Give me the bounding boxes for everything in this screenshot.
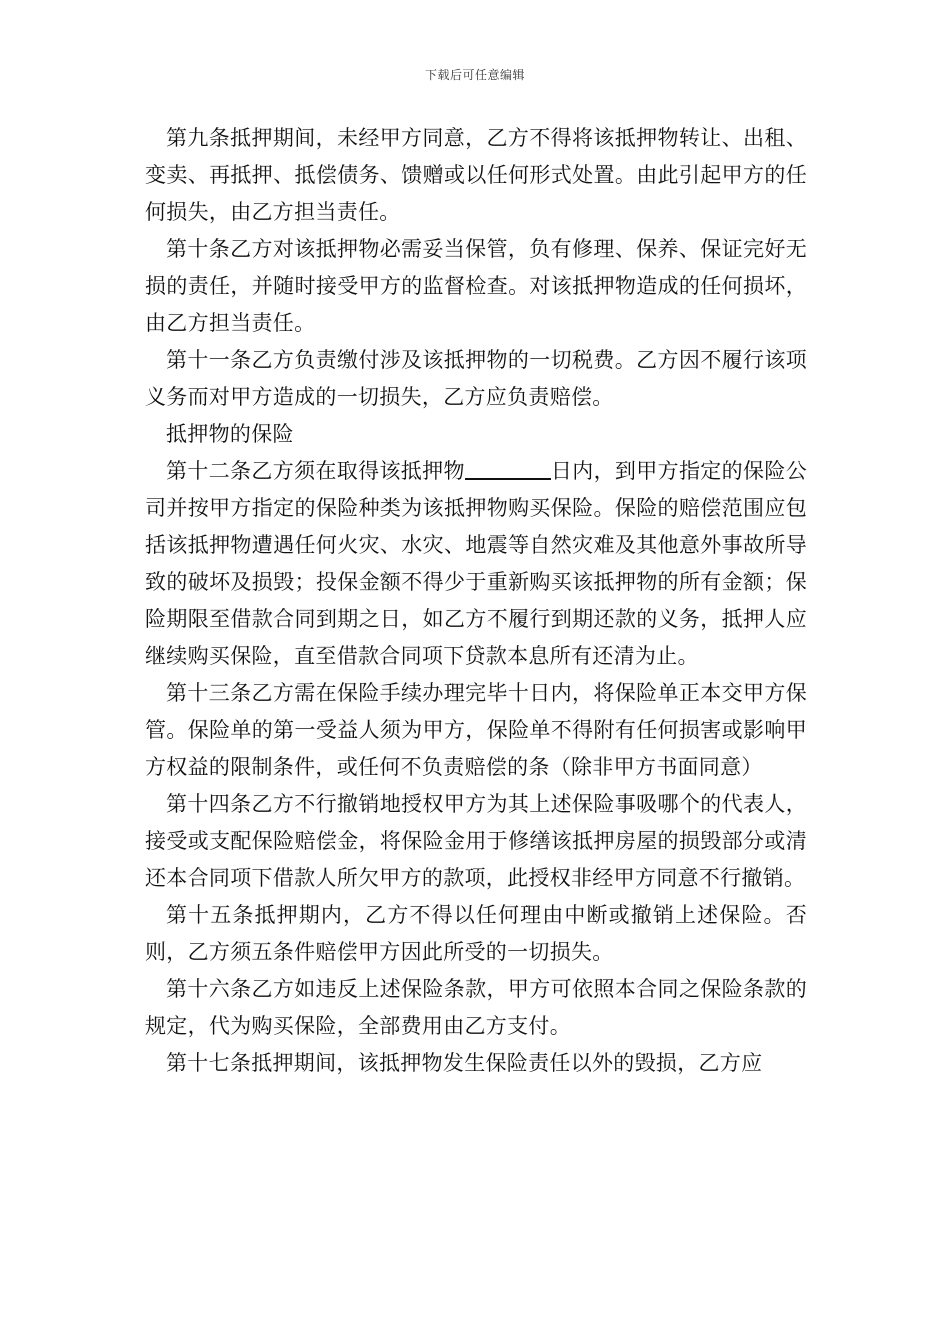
header-note: 下载后可任意编辑 [424,68,525,82]
clause-17: 第十七条抵押期间，该抵押物发生保险责任以外的毁损，乙方应 [166,1051,763,1075]
clause-16: 第十六条乙方如违反上述保险条款，甲方可依照本合同之保险条款的规定，代为购买保险，全部费用由乙方支付。 [145,977,807,1038]
clause-12 [145,453,807,675]
section-heading-insurance: 抵押物的保险 [166,422,294,446]
clause-12-part-1: 第十二条乙方须在取得该抵押物 [166,459,465,483]
clause-12-part-2: 日内，到甲方指定的保险公司并按甲方指定的保险种类为该抵押物购买保险。保险的赔偿范围应包括该抵押物遭遇任何火灾、水灾、地震等自然灾难及其他意外事故所导致的破坏及损毁；投保金额不得少于重新购买该抵押物的所有金额；保险期限至借款合同到期之日，如乙方不履行到期还款的义务，抵押人应继续购买保险，直至借款合同项下贷款本息所有还清为止。 [145,459,807,668]
clause-9: 第九条抵押期间，未经甲方同意，乙方不得将该抵押物转让、出租、变卖、再抵押、抵偿债务、馈赠或以任何形式处置。由此引起甲方的任何损失，由乙方担当责任。 [145,126,807,224]
document-body [145,120,807,1082]
clause-13: 第十三条乙方需在保险手续办理完毕十日内，将保险单正本交甲方保管。保险单的第一受益人须为甲方，保险单不得附有任何损害或影响甲方权益的限制条件，或任何不负责赔偿的条（除非甲方书面同意） [145,681,807,779]
fill-in-blank [465,458,551,480]
clause-11: 第十一条乙方负责缴付涉及该抵押物的一切税费。乙方因不履行该项义务而对甲方造成的一切损失，乙方应负责赔偿。 [145,348,807,409]
clause-15: 第十五条抵押期内，乙方不得以任何理由中断或撤销上述保险。否则，乙方须五条件赔偿甲方因此所受的一切损失。 [145,903,807,964]
clause-14: 第十四条乙方不行撤销地授权甲方为其上述保险事吸哪个的代表人，接受或支配保险赔偿金，将保险金用于修缮该抵押房屋的损毁部分或清还本合同项下借款人所欠甲方的款项，此授权非经甲方同意不行撤销。 [145,792,807,890]
clause-10: 第十条乙方对该抵押物必需妥当保管，负有修理、保养、保证完好无损的责任，并随时接受甲方的监督检查。对该抵押物造成的任何损坏，由乙方担当责任。 [145,237,807,335]
